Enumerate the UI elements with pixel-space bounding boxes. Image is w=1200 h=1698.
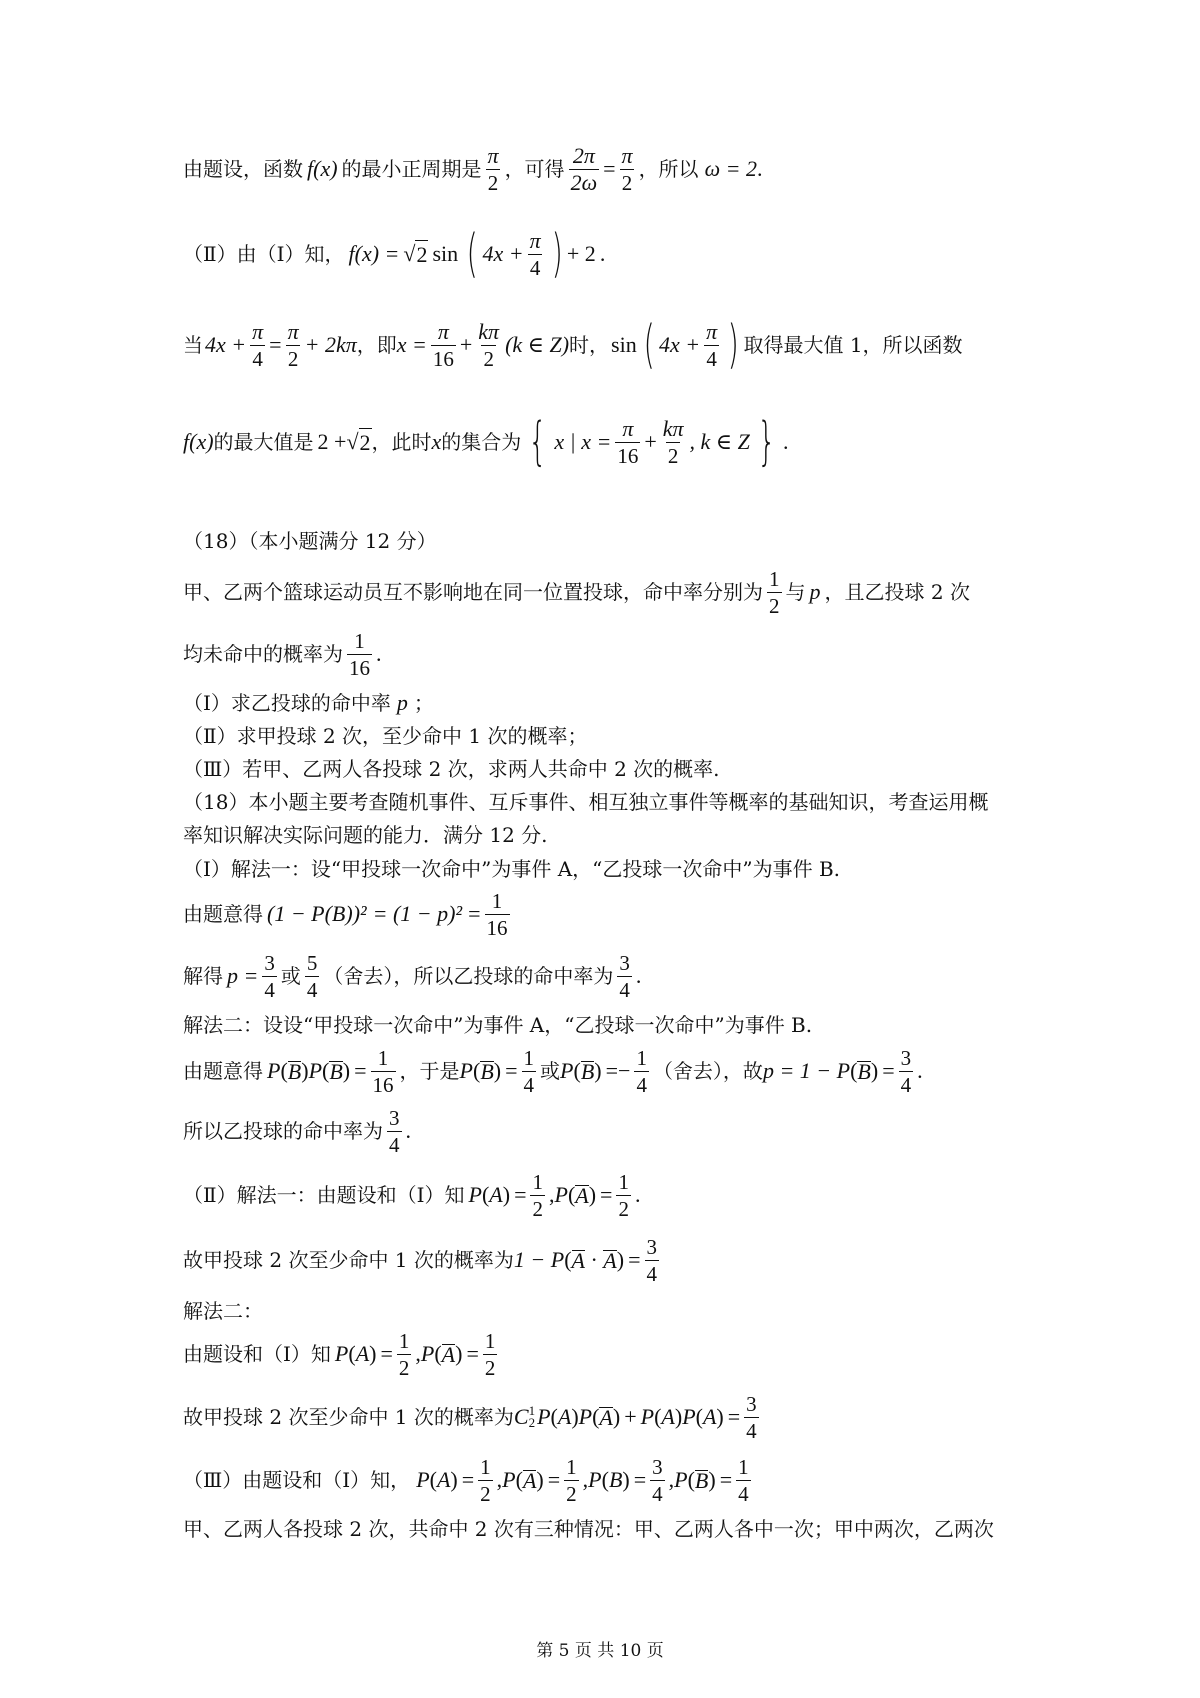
solution-equation: 解得 p = $\frac{3}{4}$ 或 $\frac{5}{4}$ （舍去），所以乙投球的命中率为 $\frac{3}{4}$ . bbox=[183, 950, 642, 1002]
text-run: 当 bbox=[183, 333, 203, 357]
solution-equation: 由题意得 P ( B ) P ( B ) = $\frac{1}{16}$ ，于是 P ( B ) = $\frac{1}{4}$ 或 P ( B ) = − $\frac{1}{4}$ （舍去），故 p = 1 − P ( B ) = $\frac{3}{4}$ . bbox=[183, 1045, 923, 1097]
text-run: ，可得 bbox=[504, 157, 565, 181]
solution-part-iii-text: 甲、乙两人各投球 2 次，共命中 2 次有三种情况：甲、乙两人各中一次；甲中两次，乙两次 bbox=[183, 1517, 994, 1541]
math-omega: ω = 2 bbox=[704, 156, 757, 181]
sqrt-2: √ 2 bbox=[403, 240, 428, 267]
text-run: 时， bbox=[569, 333, 610, 357]
text-run: 的集合为 bbox=[441, 430, 522, 454]
text-run: （Ⅱ）由（Ⅰ）知， bbox=[183, 242, 345, 266]
solution-part-iii: （Ⅲ）由题设和（Ⅰ）知， P ( A ) = $\frac{1}{2}$ , P ( A ) = $\frac{1}{2}$ , P ( B ) = $\frac{3}{4}$ , P ( B ) = $\frac{1}{4}$ bbox=[183, 1454, 749, 1506]
solution-part-i-method1: （Ⅰ）解法一：设“甲投球一次命中”为事件 A，“乙投球一次命中”为事件 B. bbox=[183, 857, 841, 881]
solution-part-ii-method2: 解法二： bbox=[183, 1299, 263, 1323]
question-18-text: 均未命中的概率为 $\frac{1}{16}$ . bbox=[183, 628, 382, 680]
solution-intro: （18）本小题主要考查随机事件、互斥事件、相互独立事件等概率的基础知识，考查运用概 bbox=[183, 790, 989, 814]
question-18-part-ii: （Ⅱ）求甲投球 2 次，至少命中 1 次的概率； bbox=[183, 724, 588, 748]
text-run: ，此时 bbox=[371, 430, 432, 454]
fraction-pi-over-2: $\frac{\pi}{2}$ bbox=[487, 142, 499, 195]
text-run: ，即 bbox=[356, 333, 397, 357]
text-run: 取得最大值 1，所以函数 bbox=[743, 333, 963, 357]
text-line-max-condition: 当 4x + $\frac{\pi}{4}$ = $\frac{\pi}{2}$ + 2kπ ，即 x = $\frac{\pi}{16}$ + $\frac{k\pi}{2}$ (k ∈ Z) 时， sin ( 4x + $\frac{\pi}{4}$ ) 取得最大值 1，所以函数 bbox=[183, 315, 963, 375]
solution-equation: 故甲投球 2 次至少命中 1 次的概率为 1 − P ( A · A ) = $\frac{3}{4}$ bbox=[183, 1234, 657, 1286]
solution-intro: 率知识解决实际问题的能力．满分 12 分. bbox=[183, 823, 548, 847]
text-line-period: 由题设，函数 f(x) 的最小正周期是 $\frac{\pi}{2}$ ，可得 $\frac{2\pi}{2\omega}$ = $\frac{\pi}{2}$ ，所以 ω = 2 . bbox=[183, 142, 763, 195]
solution-part-ii-method1: （Ⅱ）解法一：由题设和（Ⅰ）知 P ( A ) = $\frac{1}{2}$ , P ( A ) = $\frac{1}{2}$ . bbox=[183, 1169, 641, 1221]
fraction-pi-over-2: $\frac{\pi}{2}$ bbox=[621, 142, 633, 195]
question-18-part-i: （Ⅰ）求乙投球的命中率 p ； bbox=[183, 690, 434, 715]
page-number: 第 5 页 共 10 页 bbox=[536, 1641, 664, 1661]
page-footer bbox=[0, 1636, 1200, 1661]
text-run: 的最大值是 bbox=[213, 430, 314, 454]
solution-equation: 故甲投球 2 次至少命中 1 次的概率为 C 1 2 P ( A ) P ( A ) + P ( A ) P ( A ) = $\frac{3}{4}$ bbox=[183, 1391, 757, 1443]
solution-equation: 由题设和（Ⅰ）知 P ( A ) = $\frac{1}{2}$ , P ( A ) = $\frac{1}{2}$ bbox=[183, 1328, 496, 1380]
text-line-part2: （Ⅱ）由（Ⅰ）知， f(x) = √ 2 sin ( 4x + $\frac{\pi}{4}$ ) + 2 . bbox=[183, 224, 606, 284]
solution-part-i-method2: 解法二：设设“甲投球一次命中”为事件 A，“乙投球一次命中”为事件 B. bbox=[183, 1013, 813, 1037]
fraction-2pi-over-2omega: $\frac{2\pi}{2\omega}$ bbox=[570, 142, 598, 195]
text-run: 的最小正周期是 bbox=[341, 157, 482, 181]
solution-conclusion: 所以乙投球的命中率为 $\frac{3}{4}$ . bbox=[183, 1105, 411, 1157]
math-fx: f(x) bbox=[307, 156, 338, 181]
question-18-title: （18）（本小题满分 12 分） bbox=[183, 529, 437, 553]
text-run: 由题设，函数 bbox=[183, 157, 303, 181]
text-line-max-value: f(x) 的最大值是 2 + √ 2 ，此时 x 的集合为 { x | x = $\frac{\pi}{16}$ + $\frac{k\pi}{2}$ , k ∈ Z } . bbox=[183, 412, 789, 472]
text-run: ，所以 bbox=[638, 157, 699, 181]
question-18-part-iii: （Ⅲ）若甲、乙两人各投球 2 次，求两人共命中 2 次的概率. bbox=[183, 757, 720, 781]
question-18-text: 甲、乙两个篮球运动员互不影响地在同一位置投球，命中率分别为 $\frac{1}{2}$ 与 p ，且乙投球 2 次 bbox=[183, 566, 970, 618]
solution-equation: 由题意得 (1 − P(B))² = (1 − p)² = $\frac{1}{16}$ bbox=[183, 888, 508, 940]
